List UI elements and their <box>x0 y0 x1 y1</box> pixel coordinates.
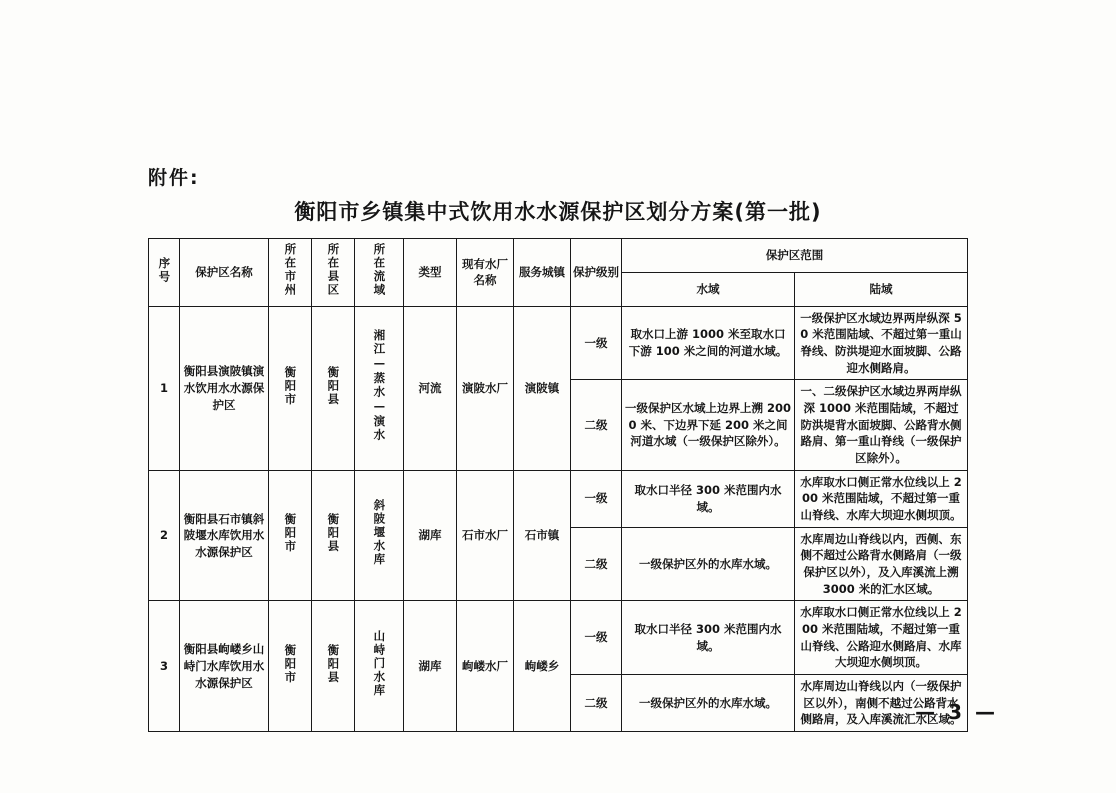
header-plant: 现有水厂名称 <box>457 239 514 307</box>
header-city: 所在市州 <box>269 239 312 307</box>
cell-seq: 2 <box>149 470 180 601</box>
cell-level: 二级 <box>571 675 622 732</box>
cell-land-area: 水库取水口侧正常水位线以上 200 米范围陆域，不超过第一重山脊线、水库大坝迎水侧坝顶。 <box>795 470 968 527</box>
cell-level: 一级 <box>571 601 622 675</box>
cell-county: 衡阳县 <box>312 470 355 601</box>
cell-county: 衡阳县 <box>312 601 355 732</box>
cell-land-area: 水库周边山脊线以内，西侧、东侧不超过公路背水侧路肩（一级保护区以外），及入库溪流上溯 3000 米的汇水区域。 <box>795 527 968 601</box>
cell-seq: 1 <box>149 306 180 470</box>
page-title: 衡阳市乡镇集中式饮用水水源保护区划分方案(第一批) <box>294 200 822 224</box>
table-row <box>149 306 968 380</box>
cell-land-area: 一级保护区水域边界两岸纵深 50 米范围陆域、不超过第一重山脊线、防洪堤迎水面坡脚、公路迎水侧路肩。 <box>795 306 968 380</box>
cell-type: 河流 <box>404 306 457 470</box>
cell-land-area: 水库周边山脊线以内（一级保护区以外），南侧不越过公路背水侧路肩，及入库溪流汇水区域。 <box>795 675 968 732</box>
cell-land-area: 水库取水口侧正常水位线以上 200 米范围陆域，不超过第一重山脊线、公路迎水侧路肩、水库大坝迎水侧坝顶。 <box>795 601 968 675</box>
cell-name: 衡阳县石市镇斜陂堰水库饮用水水源保护区 <box>180 470 269 601</box>
cell-basin: 山峙门水库 <box>355 601 404 732</box>
cell-city: 衡阳市 <box>269 470 312 601</box>
water-source-protection-table <box>148 238 968 732</box>
cell-seq: 3 <box>149 601 180 732</box>
cell-town: 岣嵝乡 <box>514 601 571 732</box>
cell-city: 衡阳市 <box>269 306 312 470</box>
cell-level: 二级 <box>571 527 622 601</box>
cell-water-area: 取水口上游 1000 米至取水口下游 100 米之间的河道水域。 <box>622 306 795 380</box>
cell-level: 一级 <box>571 306 622 380</box>
cell-county: 衡阳县 <box>312 306 355 470</box>
header-basin: 所在流域 <box>355 239 404 307</box>
cell-land-area: 一、二级保护区水域边界两岸纵深 1000 米范围陆域，不超过防洪堤背水面坡脚、公路背水侧路肩、第一重山脊线（一级保护区除外）。 <box>795 380 968 470</box>
cell-plant: 岣嵝水厂 <box>457 601 514 732</box>
cell-plant: 演陂水厂 <box>457 306 514 470</box>
cell-name: 衡阳县岣嵝乡山峙门水库饮用水水源保护区 <box>180 601 269 732</box>
header-scope-group: 保护区范围 <box>622 239 968 273</box>
cell-town: 石市镇 <box>514 470 571 601</box>
header-name: 保护区名称 <box>180 239 269 307</box>
table-row <box>149 601 968 675</box>
cell-plant: 石市水厂 <box>457 470 514 601</box>
table-header <box>149 239 968 307</box>
table-body <box>149 306 968 731</box>
cell-water-area: 取水口半径 300 米范围内水域。 <box>622 601 795 675</box>
cell-type: 湖库 <box>404 601 457 732</box>
header-county: 所在县区 <box>312 239 355 307</box>
cell-city: 衡阳市 <box>269 601 312 732</box>
table-row <box>149 470 968 527</box>
header-water-area: 水域 <box>622 272 795 306</box>
attachment-label: 附件: <box>148 167 200 189</box>
cell-basin: 湘江—蒸水—演水 <box>355 306 404 470</box>
header-seq: 序号 <box>149 239 180 307</box>
page-number: — 3 — <box>915 700 998 724</box>
cell-level: 一级 <box>571 470 622 527</box>
cell-water-area: 一级保护区外的水库水域。 <box>622 675 795 732</box>
cell-type: 湖库 <box>404 470 457 601</box>
cell-water-area: 一级保护区外的水库水域。 <box>622 527 795 601</box>
header-town: 服务城镇 <box>514 239 571 307</box>
cell-town: 演陂镇 <box>514 306 571 470</box>
cell-level: 二级 <box>571 380 622 470</box>
cell-water-area: 一级保护区水域上边界上溯 2000 米、下边界下延 200 米之间河道水域（一级保护区除外）。 <box>622 380 795 470</box>
header-land-area: 陆域 <box>795 272 968 306</box>
header-type: 类型 <box>404 239 457 307</box>
cell-name: 衡阳县演陂镇演水饮用水水源保护区 <box>180 306 269 470</box>
header-level: 保护级别 <box>571 239 622 307</box>
cell-basin: 斜陂堰水库 <box>355 470 404 601</box>
cell-water-area: 取水口半径 300 米范围内水域。 <box>622 470 795 527</box>
table-header-row-1 <box>149 239 968 273</box>
